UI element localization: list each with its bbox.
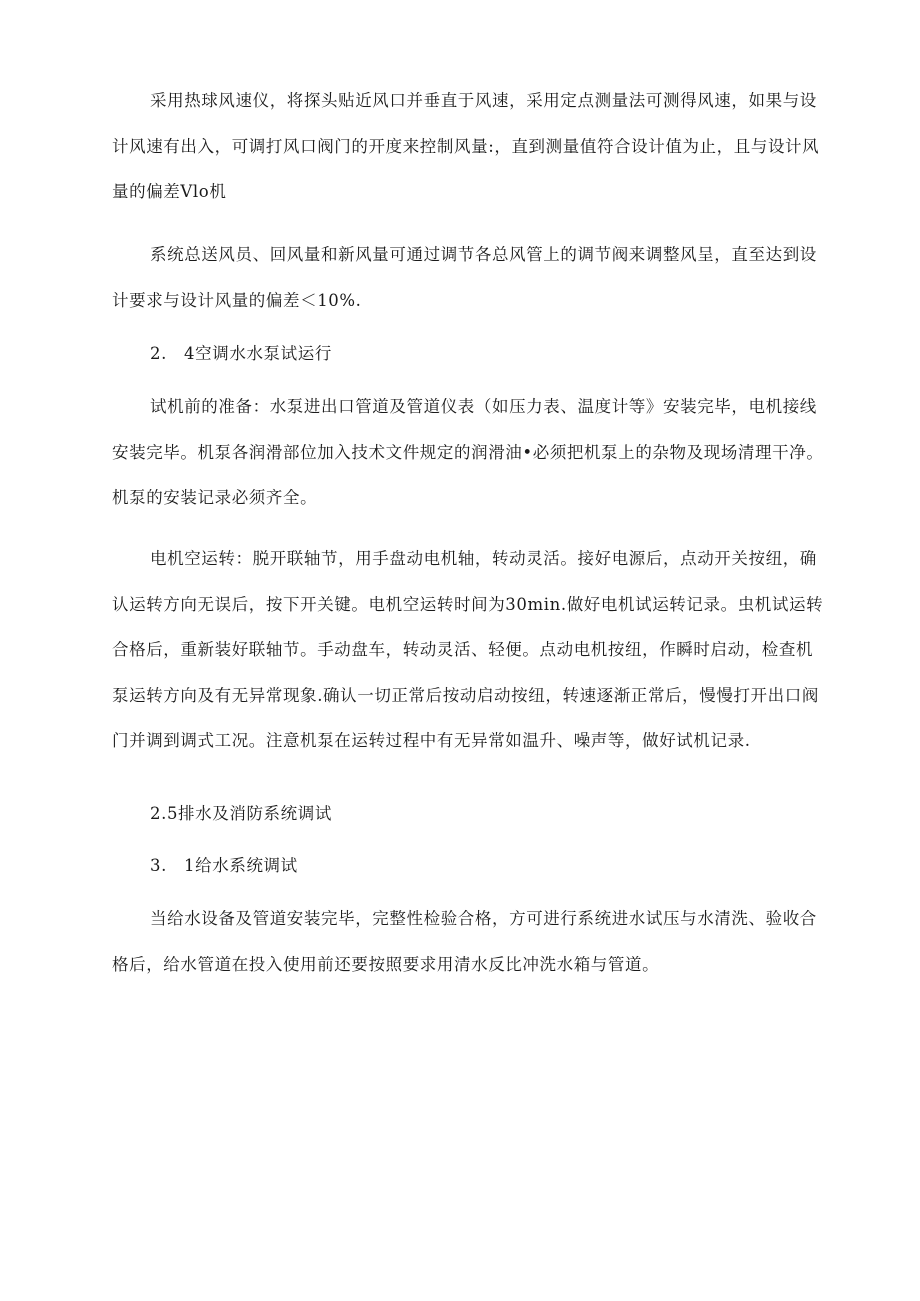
paragraph-air-velocity-measurement: 采用热球风速仪，将探头贴近风口并垂直于风速，采用定点测量法可测得风速，如果与设计风速有出入，可调打风口阀门的开度来控制风量:，直到测量值符合设计值为止，且与设计风量的偏差Vlo机: [112, 91, 820, 201]
section-heading-water-supply: 3. 1给水系统调试: [150, 856, 298, 875]
section-heading-drainage-fire: 2.5排水及消防系统调试: [150, 804, 332, 823]
section-heading-pump-trial: 2. 4空调水水泵试运行: [150, 344, 332, 363]
paragraph-water-supply-flushing: 当给水设备及管道安装完毕，完整性检验合格，方可进行系统进水试压与水清洗、验收合格后，给水管道在投入使用前还要按照要求用清水反比冲洗水箱与管道。: [112, 909, 817, 974]
paragraph-pre-trial-preparation: 试机前的准备：水泵进出口管道及管道仪表（如压力表、温度计等》安装完毕，电机接线安装完毕。机泵各润滑部位加入技术文件规定的润滑油•必须把机泵上的杂物及现场清理干净。机泵的安装记录必须齐全。: [112, 397, 824, 507]
paragraph-system-air-volume: 系统总送风员、回风量和新风量可通过调节各总风管上的调节阀来调整风呈，直至达到设计要求与设计风量的偏差＜10%.: [112, 245, 817, 310]
paragraph-motor-idle-run: 电机空运转：脱开联轴节，用手盘动电机轴，转动灵活。接好电源后，点动开关按纽，确认运转方向无误后，按下开关键。电机空运转时间为30min.做好电机试运转记录。虫机试运转合格后，重新装好联轴节。手动盘车，转动灵活、轻便。点动电机按纽，作瞬时启动，检查机泵运转方向及有无异常现象.确认一切正常后按动启动按纽，转速逐渐正常后，慢慢打开出口阀门并调到调式工况。注意机泵在运转过程中有无异常如温升、噪声等，做好试机记录.: [112, 549, 824, 750]
